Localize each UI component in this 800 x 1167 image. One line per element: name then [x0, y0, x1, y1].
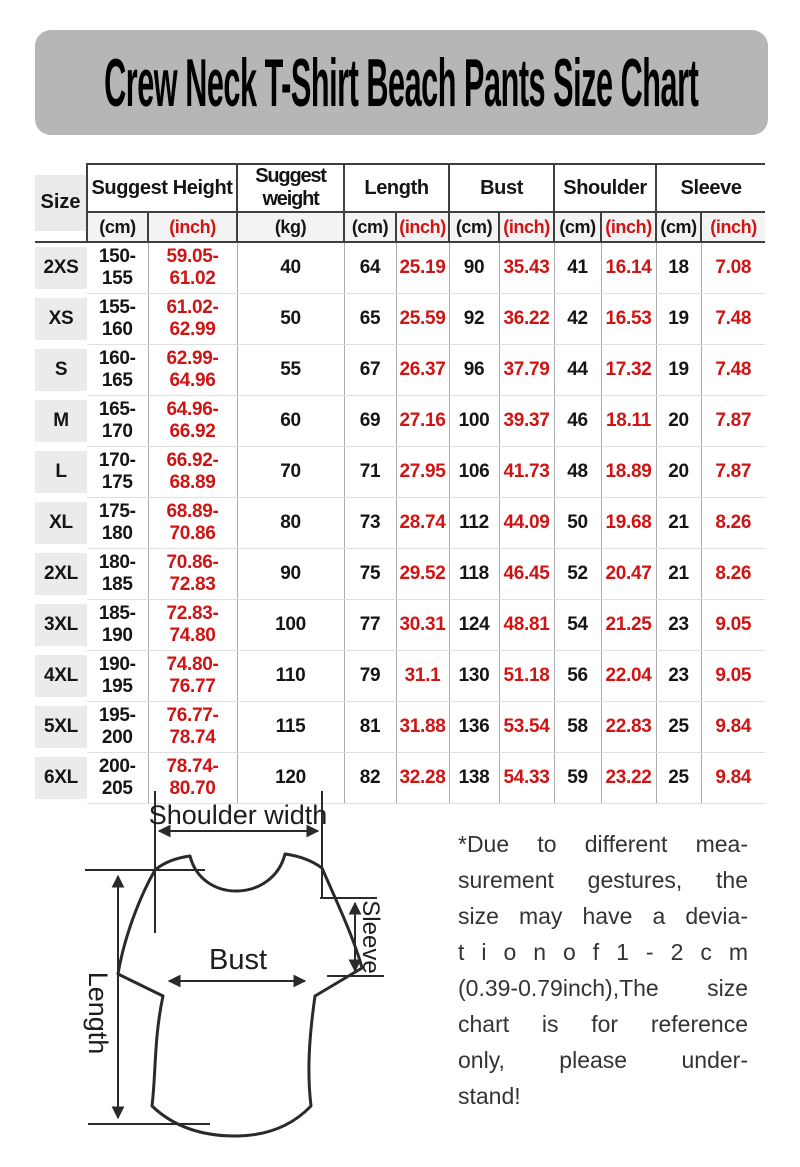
cell-sleeve_cm: 20	[656, 447, 701, 498]
note-line: (0.39-0.79inch),The size	[458, 975, 748, 1001]
shoulder-width-label: Shoulder width	[148, 800, 328, 830]
cell-height_cm: 190-195	[87, 651, 148, 702]
cell-sleeve_cm: 25	[656, 753, 701, 804]
cell-length_in: 28.74	[396, 498, 449, 549]
table-row	[35, 702, 765, 753]
cell-bust_cm: 118	[449, 549, 499, 600]
title-banner	[35, 30, 768, 135]
cell-size	[35, 345, 87, 396]
cell-bust_cm: 96	[449, 345, 499, 396]
unit-bust-cm: (cm)	[449, 212, 499, 242]
cell-bust_in: 51.18	[499, 651, 554, 702]
length-label: Length	[83, 971, 113, 1055]
cell-size	[35, 242, 87, 294]
cell-size	[35, 549, 87, 600]
cell-shoulder_cm: 48	[554, 447, 601, 498]
note-line: t i o n o f 1 - 2 c m	[458, 939, 748, 965]
cell-sleeve_in: 7.87	[701, 447, 765, 498]
cell-sleeve_in: 8.26	[701, 549, 765, 600]
header-size-chip: Size	[35, 175, 86, 231]
cell-bust_in: 54.33	[499, 753, 554, 804]
size-chip: M	[35, 400, 87, 442]
cell-length_cm: 77	[344, 600, 396, 651]
cell-length_in: 32.28	[396, 753, 449, 804]
note-line: stand!	[458, 1083, 521, 1109]
cell-length_cm: 82	[344, 753, 396, 804]
cell-sleeve_in: 8.26	[701, 498, 765, 549]
cell-height_in: 68.89-70.86	[148, 498, 237, 549]
cell-sleeve_in: 9.05	[701, 600, 765, 651]
cell-size	[35, 702, 87, 753]
cell-height_cm: 180-185	[87, 549, 148, 600]
cell-sleeve_in: 7.08	[701, 242, 765, 294]
cell-length_cm: 71	[344, 447, 396, 498]
cell-sleeve_in: 7.87	[701, 396, 765, 447]
cell-sleeve_cm: 25	[656, 702, 701, 753]
unit-sleeve-inch: (inch)	[701, 212, 765, 242]
cell-length_in: 27.16	[396, 396, 449, 447]
size-chip: 2XS	[35, 247, 87, 289]
cell-weight_kg: 70	[237, 447, 344, 498]
cell-length_in: 29.52	[396, 549, 449, 600]
cell-length_cm: 64	[344, 242, 396, 294]
disclaimer-note	[458, 826, 748, 1114]
note-line: size may have a devia-	[458, 903, 748, 929]
cell-weight_kg: 40	[237, 242, 344, 294]
cell-weight_kg: 55	[237, 345, 344, 396]
unit-shoulder-cm: (cm)	[554, 212, 601, 242]
cell-bust_cm: 112	[449, 498, 499, 549]
unit-weight-kg: (kg)	[237, 212, 344, 242]
cell-height_cm: 200-205	[87, 753, 148, 804]
cell-weight_kg: 100	[237, 600, 344, 651]
header-size	[35, 164, 87, 242]
table-row	[35, 498, 765, 549]
cell-length_in: 26.37	[396, 345, 449, 396]
note-line: *Due to different mea-	[458, 831, 748, 857]
header-shoulder: Shoulder	[554, 164, 656, 212]
size-chip: 4XL	[35, 655, 87, 697]
table-header-units	[35, 212, 765, 242]
cell-sleeve_in: 7.48	[701, 345, 765, 396]
cell-shoulder_cm: 59	[554, 753, 601, 804]
cell-length_in: 31.1	[396, 651, 449, 702]
cell-size	[35, 294, 87, 345]
size-chip: L	[35, 451, 87, 493]
cell-height_cm: 170-175	[87, 447, 148, 498]
cell-shoulder_cm: 41	[554, 242, 601, 294]
cell-bust_cm: 92	[449, 294, 499, 345]
cell-shoulder_in: 16.14	[601, 242, 656, 294]
header-sleeve: Sleeve	[656, 164, 765, 212]
cell-length_cm: 67	[344, 345, 396, 396]
cell-bust_cm: 136	[449, 702, 499, 753]
unit-shoulder-inch: (inch)	[601, 212, 656, 242]
cell-shoulder_in: 22.83	[601, 702, 656, 753]
cell-bust_in: 44.09	[499, 498, 554, 549]
cell-length_in: 31.88	[396, 702, 449, 753]
cell-length_cm: 81	[344, 702, 396, 753]
cell-shoulder_in: 23.22	[601, 753, 656, 804]
cell-sleeve_cm: 19	[656, 345, 701, 396]
cell-sleeve_cm: 21	[656, 498, 701, 549]
header-suggest-height: Suggest Height	[87, 164, 237, 212]
table-row	[35, 600, 765, 651]
cell-weight_kg: 80	[237, 498, 344, 549]
cell-shoulder_cm: 52	[554, 549, 601, 600]
cell-bust_in: 46.45	[499, 549, 554, 600]
size-chip: S	[35, 349, 87, 391]
cell-weight_kg: 50	[237, 294, 344, 345]
cell-length_cm: 79	[344, 651, 396, 702]
cell-weight_kg: 90	[237, 549, 344, 600]
page-title: Crew Neck T-Shirt Beach Pants Size Chart	[104, 44, 699, 121]
unit-sleeve-cm: (cm)	[656, 212, 701, 242]
table-row	[35, 345, 765, 396]
cell-weight_kg: 115	[237, 702, 344, 753]
table-row	[35, 447, 765, 498]
table-row	[35, 549, 765, 600]
cell-height_cm: 195-200	[87, 702, 148, 753]
cell-bust_cm: 100	[449, 396, 499, 447]
table-row	[35, 396, 765, 447]
cell-shoulder_in: 17.32	[601, 345, 656, 396]
header-length: Length	[344, 164, 449, 212]
note-line: chart is for reference	[458, 1011, 748, 1037]
cell-height_cm: 150-155	[87, 242, 148, 294]
cell-length_in: 27.95	[396, 447, 449, 498]
size-table	[35, 163, 765, 804]
cell-shoulder_cm: 42	[554, 294, 601, 345]
table-row	[35, 651, 765, 702]
cell-bust_cm: 90	[449, 242, 499, 294]
cell-height_cm: 175-180	[87, 498, 148, 549]
tshirt-diagram	[30, 788, 430, 1163]
cell-weight_kg: 60	[237, 396, 344, 447]
cell-length_cm: 75	[344, 549, 396, 600]
cell-shoulder_cm: 44	[554, 345, 601, 396]
size-chip: 6XL	[35, 757, 87, 799]
cell-height_cm: 185-190	[87, 600, 148, 651]
cell-shoulder_in: 21.25	[601, 600, 656, 651]
cell-size	[35, 651, 87, 702]
unit-height-cm: (cm)	[87, 212, 148, 242]
cell-sleeve_in: 9.05	[701, 651, 765, 702]
unit-height-inch: (inch)	[148, 212, 237, 242]
size-table-body	[35, 242, 765, 804]
cell-bust_in: 39.37	[499, 396, 554, 447]
size-chip: 2XL	[35, 553, 87, 595]
bust-label: Bust	[208, 944, 268, 976]
cell-shoulder_in: 18.89	[601, 447, 656, 498]
cell-size	[35, 447, 87, 498]
cell-height_in: 59.05-61.02	[148, 242, 237, 294]
cell-length_cm: 69	[344, 396, 396, 447]
cell-height_cm: 155-160	[87, 294, 148, 345]
cell-size	[35, 396, 87, 447]
cell-height_in: 74.80-76.77	[148, 651, 237, 702]
cell-weight_kg: 120	[237, 753, 344, 804]
cell-sleeve_in: 9.84	[701, 753, 765, 804]
table-row	[35, 294, 765, 345]
table-header-groups	[35, 164, 765, 212]
cell-bust_in: 53.54	[499, 702, 554, 753]
size-chip: XS	[35, 298, 87, 340]
cell-sleeve_cm: 20	[656, 396, 701, 447]
cell-shoulder_cm: 58	[554, 702, 601, 753]
cell-sleeve_cm: 19	[656, 294, 701, 345]
cell-length_cm: 73	[344, 498, 396, 549]
note-line: surement gestures, the	[458, 867, 748, 893]
cell-size	[35, 600, 87, 651]
cell-sleeve_cm: 21	[656, 549, 701, 600]
cell-bust_cm: 106	[449, 447, 499, 498]
cell-height_in: 61.02-62.99	[148, 294, 237, 345]
cell-bust_cm: 124	[449, 600, 499, 651]
cell-bust_in: 35.43	[499, 242, 554, 294]
cell-shoulder_in: 22.04	[601, 651, 656, 702]
unit-length-inch: (inch)	[396, 212, 449, 242]
cell-sleeve_in: 9.84	[701, 702, 765, 753]
cell-length_in: 30.31	[396, 600, 449, 651]
cell-height_in: 76.77-78.74	[148, 702, 237, 753]
size-chip: 3XL	[35, 604, 87, 646]
cell-height_in: 66.92-68.89	[148, 447, 237, 498]
cell-sleeve_cm: 23	[656, 600, 701, 651]
cell-height_in: 70.86-72.83	[148, 549, 237, 600]
cell-size	[35, 498, 87, 549]
cell-shoulder_in: 19.68	[601, 498, 656, 549]
cell-sleeve_cm: 23	[656, 651, 701, 702]
cell-height_cm: 165-170	[87, 396, 148, 447]
cell-shoulder_in: 16.53	[601, 294, 656, 345]
unit-length-cm: (cm)	[344, 212, 396, 242]
header-suggest-weight: Suggest weight	[237, 164, 344, 212]
cell-height_in: 72.83-74.80	[148, 600, 237, 651]
table-row	[35, 242, 765, 294]
cell-bust_in: 37.79	[499, 345, 554, 396]
sleeve-label: Sleeve	[357, 900, 384, 974]
cell-sleeve_cm: 18	[656, 242, 701, 294]
cell-height_cm: 160-165	[87, 345, 148, 396]
header-bust: Bust	[449, 164, 554, 212]
cell-length_in: 25.59	[396, 294, 449, 345]
cell-height_in: 78.74-80.70	[148, 753, 237, 804]
unit-bust-inch: (inch)	[499, 212, 554, 242]
cell-shoulder_cm: 56	[554, 651, 601, 702]
cell-shoulder_cm: 46	[554, 396, 601, 447]
cell-bust_cm: 130	[449, 651, 499, 702]
cell-weight_kg: 110	[237, 651, 344, 702]
size-chip: XL	[35, 502, 87, 544]
cell-height_in: 64.96-66.92	[148, 396, 237, 447]
cell-length_in: 25.19	[396, 242, 449, 294]
cell-bust_in: 48.81	[499, 600, 554, 651]
cell-shoulder_in: 18.11	[601, 396, 656, 447]
cell-shoulder_cm: 50	[554, 498, 601, 549]
size-chip: 5XL	[35, 706, 87, 748]
cell-height_in: 62.99-64.96	[148, 345, 237, 396]
cell-shoulder_cm: 54	[554, 600, 601, 651]
cell-shoulder_in: 20.47	[601, 549, 656, 600]
cell-sleeve_in: 7.48	[701, 294, 765, 345]
cell-length_cm: 65	[344, 294, 396, 345]
cell-bust_cm: 138	[449, 753, 499, 804]
cell-bust_in: 41.73	[499, 447, 554, 498]
note-line: only, please under-	[458, 1047, 748, 1073]
cell-bust_in: 36.22	[499, 294, 554, 345]
